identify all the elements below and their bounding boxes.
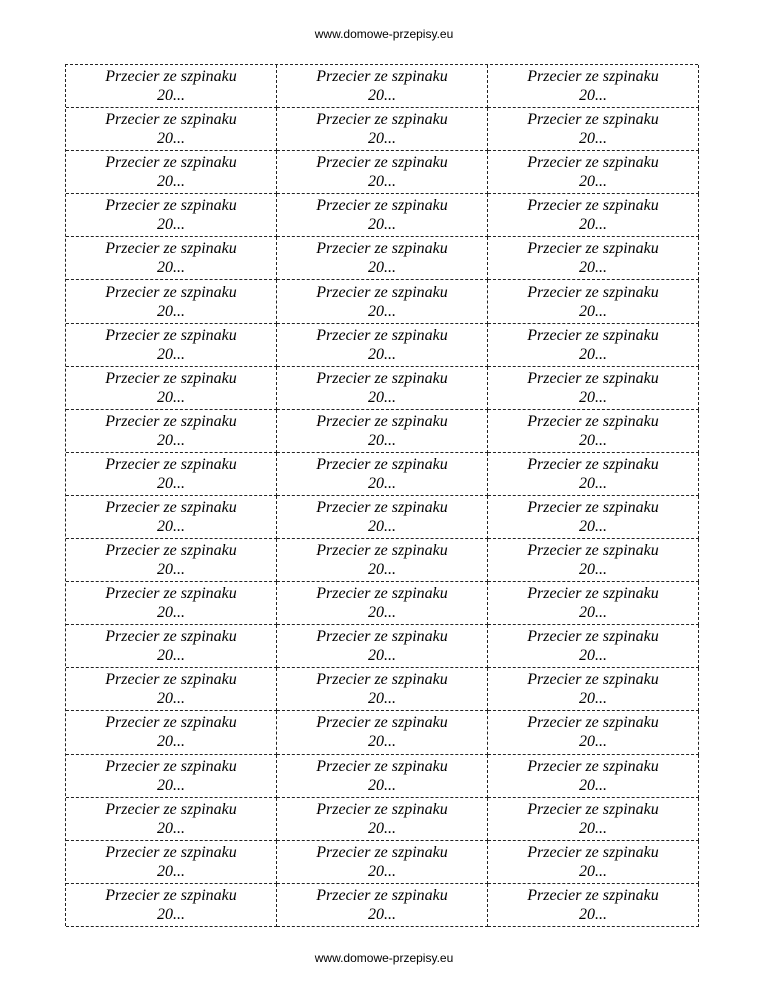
label-product-name: Przecier ze szpinaku	[105, 68, 237, 86]
jar-label	[277, 367, 488, 410]
label-product-name: Przecier ze szpinaku	[527, 671, 659, 689]
jar-label	[488, 108, 699, 151]
label-product-name: Przecier ze szpinaku	[527, 886, 659, 904]
label-year: 20...	[368, 474, 396, 492]
label-product-name: Przecier ze szpinaku	[316, 68, 448, 86]
jar-label	[488, 324, 699, 367]
label-product-name: Przecier ze szpinaku	[105, 843, 237, 861]
label-year: 20...	[579, 474, 607, 492]
jar-label	[277, 410, 488, 453]
label-year: 20...	[368, 345, 396, 363]
label-product-name: Przecier ze szpinaku	[527, 154, 659, 172]
jar-label	[66, 453, 277, 496]
label-product-name: Przecier ze szpinaku	[105, 369, 237, 387]
jar-label	[488, 151, 699, 194]
label-product-name: Przecier ze szpinaku	[316, 455, 448, 473]
label-year: 20...	[368, 905, 396, 923]
jar-label	[488, 367, 699, 410]
label-year: 20...	[368, 733, 396, 751]
label-year: 20...	[368, 604, 396, 622]
label-product-name: Przecier ze szpinaku	[527, 714, 659, 732]
jar-label	[488, 496, 699, 539]
label-year: 20...	[368, 690, 396, 708]
label-year: 20...	[157, 819, 185, 837]
label-product-name: Przecier ze szpinaku	[105, 757, 237, 775]
label-year: 20...	[579, 388, 607, 406]
label-product-name: Przecier ze szpinaku	[316, 197, 448, 215]
jar-label	[277, 496, 488, 539]
label-year: 20...	[157, 130, 185, 148]
jar-label	[66, 798, 277, 841]
label-year: 20...	[579, 819, 607, 837]
jar-label	[488, 237, 699, 280]
label-product-name: Przecier ze szpinaku	[105, 886, 237, 904]
jar-label	[488, 539, 699, 582]
jar-label	[66, 884, 277, 927]
label-year: 20...	[157, 431, 185, 449]
label-sheet	[65, 64, 698, 926]
jar-label	[488, 798, 699, 841]
label-product-name: Przecier ze szpinaku	[527, 369, 659, 387]
label-year: 20...	[579, 862, 607, 880]
page-header-url: www.domowe-przepisy.eu	[314, 27, 454, 41]
jar-label	[277, 194, 488, 237]
jar-label	[277, 324, 488, 367]
label-product-name: Przecier ze szpinaku	[105, 326, 237, 344]
label-year: 20...	[579, 517, 607, 535]
jar-label	[488, 711, 699, 754]
label-year: 20...	[579, 604, 607, 622]
label-year: 20...	[579, 776, 607, 794]
label-year: 20...	[368, 388, 396, 406]
label-product-name: Przecier ze szpinaku	[105, 197, 237, 215]
jar-label	[277, 884, 488, 927]
label-year: 20...	[579, 690, 607, 708]
label-product-name: Przecier ze szpinaku	[105, 628, 237, 646]
jar-label	[66, 65, 277, 108]
label-year: 20...	[579, 561, 607, 579]
jar-label	[488, 582, 699, 625]
jar-label	[277, 625, 488, 668]
label-year: 20...	[157, 776, 185, 794]
jar-label	[488, 280, 699, 323]
label-year: 20...	[368, 647, 396, 665]
jar-label	[277, 539, 488, 582]
label-year: 20...	[157, 647, 185, 665]
label-year: 20...	[157, 517, 185, 535]
label-year: 20...	[368, 259, 396, 277]
jar-label	[66, 280, 277, 323]
jar-label	[277, 280, 488, 323]
label-year: 20...	[157, 561, 185, 579]
label-product-name: Przecier ze szpinaku	[316, 757, 448, 775]
label-product-name: Przecier ze szpinaku	[105, 412, 237, 430]
jar-label	[66, 841, 277, 884]
label-product-name: Przecier ze szpinaku	[316, 714, 448, 732]
label-product-name: Przecier ze szpinaku	[527, 326, 659, 344]
jar-label	[66, 324, 277, 367]
label-year: 20...	[368, 173, 396, 191]
jar-label	[488, 453, 699, 496]
label-year: 20...	[368, 561, 396, 579]
label-year: 20...	[157, 259, 185, 277]
label-product-name: Przecier ze szpinaku	[105, 585, 237, 603]
jar-label	[277, 755, 488, 798]
jar-label	[66, 151, 277, 194]
label-product-name: Przecier ze szpinaku	[316, 671, 448, 689]
label-year: 20...	[368, 87, 396, 105]
label-year: 20...	[157, 862, 185, 880]
jar-label	[277, 108, 488, 151]
label-year: 20...	[157, 690, 185, 708]
label-product-name: Przecier ze szpinaku	[316, 326, 448, 344]
label-product-name: Przecier ze szpinaku	[105, 542, 237, 560]
jar-label	[488, 410, 699, 453]
label-year: 20...	[157, 905, 185, 923]
page-footer-url: www.domowe-przepisy.eu	[314, 951, 454, 965]
label-product-name: Przecier ze szpinaku	[527, 498, 659, 516]
jar-label	[66, 582, 277, 625]
label-year: 20...	[579, 431, 607, 449]
jar-label	[488, 194, 699, 237]
label-product-name: Przecier ze szpinaku	[105, 455, 237, 473]
label-year: 20...	[579, 302, 607, 320]
jar-label	[277, 711, 488, 754]
jar-label	[277, 668, 488, 711]
label-product-name: Przecier ze szpinaku	[316, 412, 448, 430]
jar-label	[488, 755, 699, 798]
label-year: 20...	[368, 216, 396, 234]
label-product-name: Przecier ze szpinaku	[316, 843, 448, 861]
jar-label	[66, 367, 277, 410]
label-product-name: Przecier ze szpinaku	[316, 886, 448, 904]
label-product-name: Przecier ze szpinaku	[316, 369, 448, 387]
label-year: 20...	[579, 87, 607, 105]
label-year: 20...	[157, 474, 185, 492]
label-product-name: Przecier ze szpinaku	[105, 283, 237, 301]
label-year: 20...	[368, 517, 396, 535]
label-year: 20...	[157, 733, 185, 751]
label-year: 20...	[157, 345, 185, 363]
label-product-name: Przecier ze szpinaku	[527, 68, 659, 86]
jar-label	[488, 884, 699, 927]
label-product-name: Przecier ze szpinaku	[105, 671, 237, 689]
jar-label	[66, 668, 277, 711]
jar-label	[66, 539, 277, 582]
label-product-name: Przecier ze szpinaku	[527, 455, 659, 473]
jar-label	[66, 108, 277, 151]
label-year: 20...	[368, 130, 396, 148]
jar-label	[66, 237, 277, 280]
jar-label	[277, 798, 488, 841]
jar-label	[277, 151, 488, 194]
jar-label	[488, 625, 699, 668]
jar-label	[488, 668, 699, 711]
jar-label	[66, 496, 277, 539]
label-year: 20...	[579, 905, 607, 923]
label-product-name: Przecier ze szpinaku	[527, 628, 659, 646]
jar-label	[277, 582, 488, 625]
label-year: 20...	[368, 819, 396, 837]
label-product-name: Przecier ze szpinaku	[527, 800, 659, 818]
label-product-name: Przecier ze szpinaku	[105, 800, 237, 818]
label-year: 20...	[157, 173, 185, 191]
label-year: 20...	[157, 87, 185, 105]
label-product-name: Przecier ze szpinaku	[316, 628, 448, 646]
label-year: 20...	[157, 604, 185, 622]
label-year: 20...	[579, 647, 607, 665]
label-year: 20...	[157, 216, 185, 234]
label-year: 20...	[157, 388, 185, 406]
label-year: 20...	[368, 302, 396, 320]
label-year: 20...	[368, 776, 396, 794]
jar-label	[66, 755, 277, 798]
label-product-name: Przecier ze szpinaku	[527, 757, 659, 775]
label-product-name: Przecier ze szpinaku	[527, 240, 659, 258]
jar-label	[277, 237, 488, 280]
jar-label	[277, 453, 488, 496]
label-year: 20...	[579, 345, 607, 363]
jar-label	[66, 410, 277, 453]
label-product-name: Przecier ze szpinaku	[316, 154, 448, 172]
label-year: 20...	[368, 431, 396, 449]
label-year: 20...	[579, 130, 607, 148]
label-product-name: Przecier ze szpinaku	[105, 714, 237, 732]
label-product-name: Przecier ze szpinaku	[316, 585, 448, 603]
jar-label	[66, 711, 277, 754]
label-product-name: Przecier ze szpinaku	[527, 412, 659, 430]
label-product-name: Przecier ze szpinaku	[316, 240, 448, 258]
jar-label	[488, 841, 699, 884]
label-product-name: Przecier ze szpinaku	[105, 498, 237, 516]
label-product-name: Przecier ze szpinaku	[527, 283, 659, 301]
label-product-name: Przecier ze szpinaku	[527, 197, 659, 215]
label-product-name: Przecier ze szpinaku	[316, 800, 448, 818]
label-product-name: Przecier ze szpinaku	[105, 154, 237, 172]
label-product-name: Przecier ze szpinaku	[105, 111, 237, 129]
jar-label	[277, 65, 488, 108]
jar-label	[488, 65, 699, 108]
label-year: 20...	[579, 216, 607, 234]
label-year: 20...	[579, 259, 607, 277]
label-product-name: Przecier ze szpinaku	[105, 240, 237, 258]
label-year: 20...	[157, 302, 185, 320]
label-product-name: Przecier ze szpinaku	[527, 542, 659, 560]
jar-label	[66, 194, 277, 237]
label-product-name: Przecier ze szpinaku	[527, 585, 659, 603]
jar-label	[66, 625, 277, 668]
label-product-name: Przecier ze szpinaku	[527, 843, 659, 861]
jar-label	[277, 841, 488, 884]
label-year: 20...	[368, 862, 396, 880]
label-year: 20...	[579, 733, 607, 751]
label-product-name: Przecier ze szpinaku	[316, 542, 448, 560]
label-product-name: Przecier ze szpinaku	[316, 283, 448, 301]
label-product-name: Przecier ze szpinaku	[527, 111, 659, 129]
label-product-name: Przecier ze szpinaku	[316, 498, 448, 516]
label-year: 20...	[579, 173, 607, 191]
label-product-name: Przecier ze szpinaku	[316, 111, 448, 129]
